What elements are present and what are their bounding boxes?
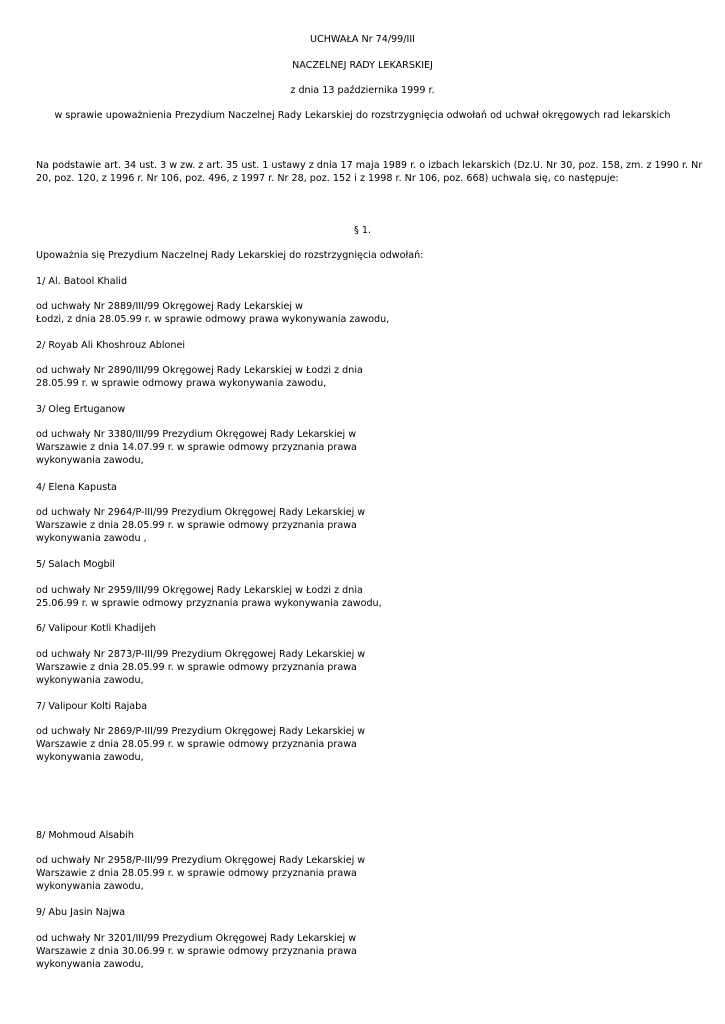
item-name: 5/ Salach Mogbil xyxy=(36,559,115,570)
item-text-line: od uchwały Nr 2890/III/99 Okręgowej Rady Lekarskiej w Łodzi z dnia xyxy=(36,365,363,376)
item-name: 8/ Mohmoud Alsabih xyxy=(36,830,134,841)
item-text-line: wykonywania zawodu, xyxy=(36,675,144,686)
item-text xyxy=(36,854,365,893)
resolution-date: z dnia 13 października 1999 r. xyxy=(290,85,435,96)
item-text-line: Warszawie z dnia 28.05.99 r. w sprawie odmowy przyznania prawa xyxy=(36,662,357,673)
resolution-title: UCHWAŁA Nr 74/99/III xyxy=(309,34,415,45)
item-text xyxy=(36,932,357,971)
item-name: 2/ Royab Ali Khoshrouz Ablonei xyxy=(36,340,186,351)
preamble-line: Na podstawie art. 34 ust. 3 w zw. z art. 35 ust. 1 ustawy z dnia 17 maja 1989 r. o izbach lekarskich (Dz.U. Nr 30, poz. 158, zm. z 1990 r. Nr xyxy=(36,160,703,171)
item-text-line: Warszawie z dnia 30.06.99 r. w sprawie odmowy przyznania prawa xyxy=(36,946,357,957)
item-name: 7/ Valipour Kolti Rajaba xyxy=(36,701,148,712)
section-mark: § 1. xyxy=(354,225,371,236)
item-text-line: Łodzi, z dnia 28.05.99 r. w sprawie odmowy prawa wykonywania zawodu, xyxy=(36,314,390,325)
item-text-line: 28.05.99 r. w sprawie odmowy prawa wykonywania zawodu, xyxy=(36,378,327,389)
item-text xyxy=(36,584,382,610)
item-text-line: wykonywania zawodu, xyxy=(36,881,144,892)
item-text-line: Warszawie z dnia 28.05.99 r. w sprawie odmowy przyznania prawa xyxy=(36,868,357,879)
item-text xyxy=(36,364,363,390)
item-text-line: od uchwały Nr 3380/III/99 Prezydium Okręgowej Rady Lekarskiej w xyxy=(36,429,357,440)
issuing-body: NACZELNEJ RADY LEKARSKIEJ xyxy=(292,60,433,71)
item-text-line: od uchwały Nr 2869/P-III/99 Prezydium Okręgowej Rady Lekarskiej w xyxy=(36,726,366,737)
item-text-line: Warszawie z dnia 28.05.99 r. w sprawie odmowy przyznania prawa xyxy=(36,739,357,750)
resolution-subject: w sprawie upoważnienia Prezydium Naczelnej Rady Lekarskiej do rozstrzygnięcia odwołań od uchwał okręgowych rad lekarskich xyxy=(54,110,671,121)
item-text-line: 25.06.99 r. w sprawie odmowy przyznania prawa wykonywania zawodu, xyxy=(36,598,382,609)
item-text xyxy=(36,428,357,467)
item-text-line: Warszawie z dnia 28.05.99 r. w sprawie odmowy przyznania prawa xyxy=(36,520,357,531)
preamble-line: 20, poz. 120, z 1996 r. Nr 106, poz. 496, z 1997 r. Nr 28, poz. 152 i z 1998 r. Nr 106, poz. 668) uchwala się, co następuje: xyxy=(36,173,619,184)
item-text-line: od uchwały Nr 2959/III/99 Okręgowej Rady Lekarskiej w Łodzi z dnia xyxy=(36,585,363,596)
item-text-line: od uchwały Nr 3201/III/99 Prezydium Okręgowej Rady Lekarskiej w xyxy=(36,933,357,944)
item-text-line: od uchwały Nr 2964/P-III/99 Prezydium Okręgowej Rady Lekarskiej w xyxy=(36,507,366,518)
item-text-line: od uchwały Nr 2889/III/99 Okręgowej Rady Lekarskiej w xyxy=(36,301,303,312)
item-text xyxy=(36,506,365,545)
preamble xyxy=(36,159,702,185)
item-name: 9/ Abu Jasin Najwa xyxy=(36,907,126,918)
item-text-line: od uchwały Nr 2873/P-III/99 Prezydium Okręgowej Rady Lekarskiej w xyxy=(36,649,366,660)
item-text-line: wykonywania zawodu, xyxy=(36,752,144,763)
item-text xyxy=(36,648,365,687)
item-text-line: wykonywania zawodu , xyxy=(36,533,147,544)
item-text xyxy=(36,300,389,326)
item-text xyxy=(36,725,365,764)
item-text-line: wykonywania zawodu, xyxy=(36,455,144,466)
item-text-line: Warszawie z dnia 14.07.99 r. w sprawie odmowy przyznania prawa xyxy=(36,442,357,453)
item-name: 3/ Oleg Ertuganow xyxy=(36,404,126,415)
item-name: 1/ Al. Batool Khalid xyxy=(36,276,128,287)
item-name: 6/ Valipour Kotli Khadijeh xyxy=(36,623,156,634)
item-text-line: wykonywania zawodu, xyxy=(36,959,144,970)
item-text-line: od uchwały Nr 2958/P-III/99 Prezydium Okręgowej Rady Lekarskiej w xyxy=(36,855,366,866)
item-name: 4/ Elena Kapusta xyxy=(36,482,117,493)
intro-text: Upoważnia się Prezydium Naczelnej Rady Lekarskiej do rozstrzygnięcia odwołań: xyxy=(36,250,424,261)
